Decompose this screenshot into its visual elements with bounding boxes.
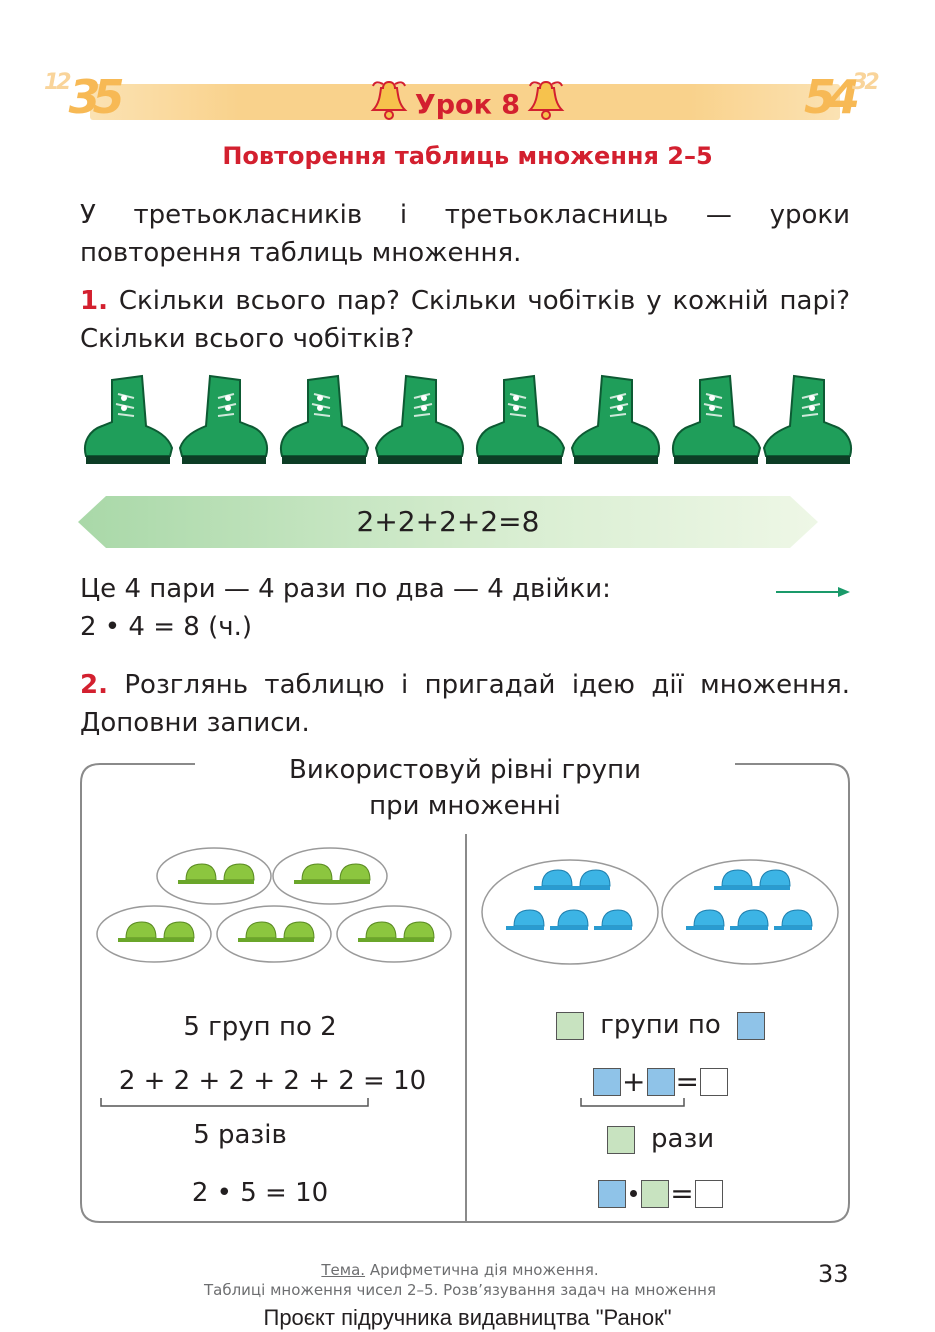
left-times: 5 разів	[193, 1120, 287, 1150]
cap-icon	[594, 910, 632, 930]
frame-title-line-1: Використовуй рівні групи	[289, 755, 641, 785]
task-2-text	[80, 666, 850, 742]
decorative-numbers-right: $54^{32}$	[804, 70, 877, 124]
boot-icon	[281, 376, 368, 464]
explanation-line: Це 4 пари — 4 рази по два — 4 двійки:	[80, 574, 611, 604]
arrow-right-icon	[776, 584, 852, 600]
boot-icon	[764, 376, 851, 464]
cap-icon	[534, 870, 572, 890]
cap-icon	[216, 864, 254, 884]
lesson-title: Урок 8	[0, 84, 935, 124]
equals-sign: =	[670, 1176, 694, 1210]
frame-divider	[465, 834, 467, 1222]
blank-blue-square[interactable]	[593, 1068, 621, 1096]
cap-icon	[294, 864, 332, 884]
boot-icon	[673, 376, 760, 464]
bracket	[580, 1098, 686, 1110]
task-number: 1.	[80, 286, 108, 316]
groups-word: групи по	[600, 1010, 721, 1040]
blue-caps-groups	[478, 840, 843, 970]
cap-icon	[238, 922, 276, 942]
blank-answer-square[interactable]	[695, 1180, 723, 1208]
right-sum-row	[478, 1064, 843, 1099]
task-number: 2.	[80, 670, 108, 700]
project-note: Проєкт підручника видавництва "Ранок"	[263, 1305, 672, 1330]
lesson-subtitle: Повторення таблиць множення 2–5	[222, 142, 713, 170]
boot-icon	[572, 376, 659, 464]
intro-paragraph: У третьокласників і третьокласниць — уроки повторення таблиць множення.	[80, 200, 850, 268]
page-number: 33	[818, 1260, 849, 1288]
equals-sign: =	[675, 1064, 699, 1098]
task-1-explanation	[80, 570, 850, 646]
blank-answer-square[interactable]	[700, 1068, 728, 1096]
blank-green-square[interactable]	[556, 1012, 584, 1040]
equation-sum: 2+2+2+2=8	[356, 505, 540, 538]
cap-icon	[332, 864, 370, 884]
task-1-text	[80, 282, 850, 358]
boot-icon	[85, 376, 172, 464]
cap-icon	[358, 922, 396, 942]
left-sum: 2 + 2 + 2 + 2 + 2 = 10	[118, 1066, 427, 1096]
bell-icon	[526, 80, 566, 124]
cap-icon	[550, 910, 588, 930]
blank-green-square[interactable]	[641, 1180, 669, 1208]
cap-icon	[752, 870, 790, 890]
frame-title-line-2: при множенні	[369, 791, 561, 821]
boot-icon	[376, 376, 463, 464]
cap-icon	[178, 864, 216, 884]
cap-icon	[506, 910, 544, 930]
blank-blue-square[interactable]	[737, 1012, 765, 1040]
left-groups-text: 5 груп по 2	[183, 1012, 337, 1042]
cap-icon	[774, 910, 812, 930]
cap-icon	[730, 910, 768, 930]
cap-icon	[156, 922, 194, 942]
task-1-question: Скільки всього пар? Скільки чобітків у кожній парі? Скільки всього чобітків?	[80, 286, 850, 354]
blank-blue-square[interactable]	[647, 1068, 675, 1096]
boot-icon	[477, 376, 564, 464]
blank-blue-square[interactable]	[598, 1180, 626, 1208]
blank-green-square[interactable]	[607, 1126, 635, 1154]
cap-icon	[686, 910, 724, 930]
cap-icon	[396, 922, 434, 942]
cap-icon	[276, 922, 314, 942]
right-times-row	[478, 1122, 843, 1156]
topic-line-2: Таблиці множення чисел 2–5. Розв’язування задач на множення	[203, 1281, 717, 1299]
right-product-row	[478, 1176, 843, 1211]
task-2-question: Розглянь таблицю і пригадай ідею дії множення. Доповни записи.	[80, 670, 851, 738]
bracket	[100, 1098, 370, 1110]
decorative-numbers-left: $^{12}$35	[44, 70, 117, 124]
boot-icon	[180, 376, 267, 464]
left-product: 2 • 5 = 10	[191, 1178, 329, 1208]
right-groups-row	[478, 1008, 843, 1042]
cap-icon	[714, 870, 752, 890]
boots-illustration	[78, 372, 858, 472]
cap-icon	[572, 870, 610, 890]
topic-line-1: Арифметична дія множення.	[369, 1261, 599, 1279]
cap-icon	[118, 922, 156, 942]
plus-sign: +	[622, 1064, 646, 1098]
bell-icon	[369, 80, 409, 124]
multiply-dot	[630, 1190, 637, 1197]
result-line: 2 • 4 = 8 (ч.)	[80, 612, 252, 642]
topic-label: Тема.	[321, 1261, 366, 1279]
footer-topic	[140, 1260, 780, 1300]
times-word: рази	[651, 1124, 715, 1154]
green-caps-groups	[92, 840, 457, 970]
frame-title	[200, 752, 730, 824]
